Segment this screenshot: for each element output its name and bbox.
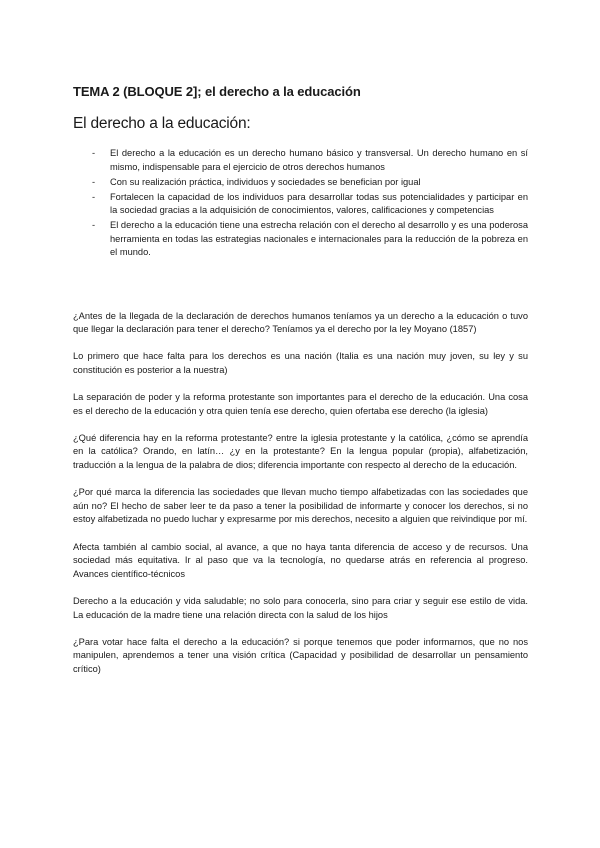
paragraph: ¿Para votar hace falta el derecho a la educación? si porque tenemos que poder informarnos, que no nos manipulen, aprendemos a tener una visión crítica (Capacidad y posibilidad de desarrollar un pensamiento crítico) <box>73 636 528 674</box>
bullet-item: - El derecho a la educación es un derecho humano básico y transversal. Un derecho humano en sí mismo, indispensable para el ejercicio de otros derechos humanos <box>73 147 528 174</box>
paragraph: La separación de poder y la reforma protestante son importantes para el derecho de la educación. Una cosa es el derecho de la educación y otra quien tenía ese derecho, quien ofertaba ese derecho (la iglesia) <box>73 392 528 416</box>
paragraph: Afecta también al cambio social, al avance, a que no haya tanta diferencia de acceso y de recursos. Una sociedad más equitativa. Ir al paso que va la tecnología, no quedarse atrás en referencia al progreso. Avances científico-técnicos <box>73 541 528 579</box>
bullet-item: - El derecho a la educación tiene una estrecha relación con el derecho al desarrollo y es una poderosa herramienta en todas las estrategias nacionales e internacionales para la reducción de la pobreza en el mundo. <box>73 219 528 260</box>
paragraph: ¿Por qué marca la diferencia las sociedades que llevan mucho tiempo alfabetizadas con las sociedades que aún no? El hecho de saber leer te da paso a tener la posibilidad de informarte y conocer los derechos, si no estoy alfabetizada no puedo luchar y expresarme por mis derechos, necesito a alguien que reivindique por mí. <box>73 487 528 525</box>
paragraph: ¿Antes de la llegada de la declaración de derechos humanos teníamos ya un derecho a la educación o tuvo que llegar la declaración para tener el derecho? Teníamos ya el derecho por la ley Moyano (1857) <box>73 310 528 335</box>
document-title: TEMA 2 (BLOQUE 2]; el derecho a la educación <box>73 84 361 99</box>
paragraph: ¿Qué diferencia hay en la reforma protestante? entre la iglesia protestante y la católica, ¿cómo se aprendía en la católica? Orando, en latín… ¿y en la protestante? En la lengua popular (propia), alfabetización, traducción a la lengua de la palabra de dios; diferencia importante con respecto al derecho de la educación. <box>73 432 528 471</box>
bullet-list <box>73 147 528 260</box>
bullet-item: - Fortalecen la capacidad de los individuos para desarrollar todas sus potencialidades y participar en la sociedad gracias a la adquisición de conocimientos, valores, calificaciones y competencias <box>73 191 528 218</box>
section-heading: El derecho a la educación: <box>73 115 251 132</box>
paragraph: Derecho a la educación y vida saludable; no solo para conocerla, sino para criar y seguir ese estilo de vida. La educación de la madre tiene una relación directa con la salud de los hijos <box>73 595 528 620</box>
document-page <box>73 84 528 690</box>
bullet-item: - Con su realización práctica, individuos y sociedades se benefician por igual <box>73 176 528 190</box>
paragraph: Lo primero que hace falta para los derechos es una nación (Italia es una nación muy joven, su ley y su constitución es posterior a la nuestra) <box>73 351 528 375</box>
